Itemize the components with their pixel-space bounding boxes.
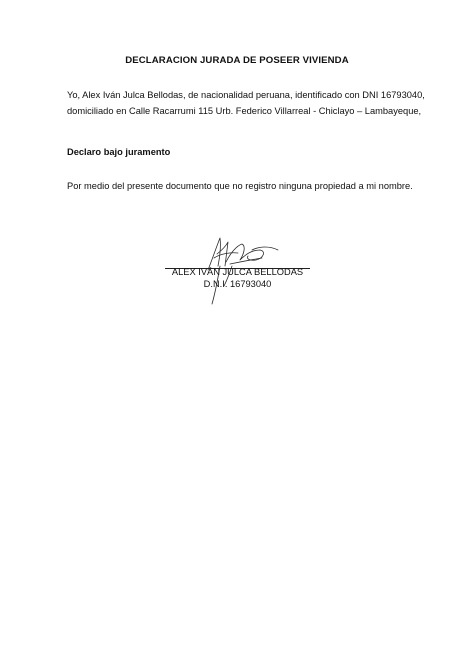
signer-name: ALEX IVÁN JULCA BELLODAS — [171, 267, 304, 277]
signature-block — [160, 232, 320, 312]
signer-dni: D.N.I. 16793040 — [203, 279, 272, 289]
statement-paragraph: Por medio del presente documento que no registro ninguna propiedad a mi nombre. — [67, 181, 413, 191]
intro-line-2: domiciliado en Calle Racarrumi 115 Urb. Federico Villarreal - Chiclayo – Lambayeque, — [67, 106, 422, 116]
intro-line-1: Yo, Alex Iván Julca Bellodas, de nacionalidad peruana, identificado con DNI 16793040, — [67, 90, 425, 100]
document-title: DECLARACION JURADA DE POSEER VIVIENDA — [125, 55, 349, 66]
intro-paragraph — [67, 87, 425, 119]
oath-heading: Declaro bajo juramento — [67, 147, 171, 157]
